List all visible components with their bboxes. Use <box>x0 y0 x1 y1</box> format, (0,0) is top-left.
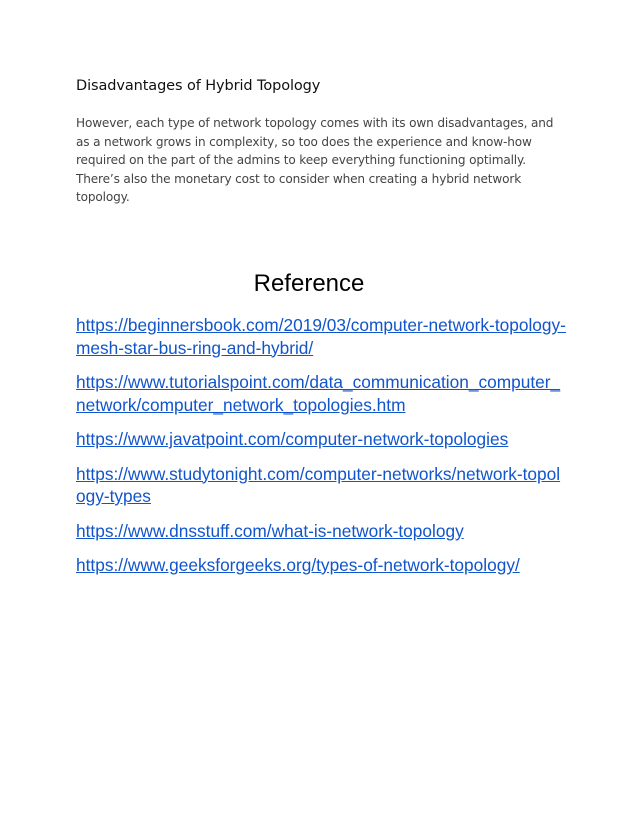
reference-link-studytonight[interactable]: https://www.studytonight.com/computer-networks/network-topology-types <box>76 463 561 506</box>
reference-link-tutorialspoint[interactable]: https://www.tutorialspoint.com/data_communication_computer_network/computer_network_topologies.htm <box>76 372 561 415</box>
reference-heading: Reference <box>253 270 365 297</box>
reference-link-javatpoint[interactable]: https://www.javatpoint.com/computer-network-topologies <box>76 429 509 449</box>
reference-item <box>76 314 566 359</box>
reference-link-dnsstuff[interactable]: https://www.dnsstuff.com/what-is-network-topology <box>76 520 464 541</box>
reference-link-geeksforgeeks[interactable]: https://www.geeksforgeeks.org/types-of-network-topology/ <box>76 555 520 575</box>
reference-item <box>76 371 566 416</box>
reference-item <box>76 428 566 451</box>
reference-item <box>76 520 566 543</box>
hybrid-disadvantages-paragraph: However, each type of network topology comes with its own disadvantages, and as a network grows in complexity, so too does the experience and know-how required on the part of the admins to keep everything functioning optimally. There’s also the monetary cost to consider when creating a hybrid network topology. <box>76 116 554 205</box>
reference-link-list <box>76 314 566 589</box>
reference-item <box>76 463 566 508</box>
reference-item <box>76 554 566 577</box>
reference-link-beginnersbook[interactable]: https://beginnersbook.com/2019/03/computer-network-topology-mesh-star-bus-ring-and-hybrid/ <box>76 315 566 358</box>
hybrid-disadvantages-heading: Disadvantages of Hybrid Topology <box>76 78 321 94</box>
